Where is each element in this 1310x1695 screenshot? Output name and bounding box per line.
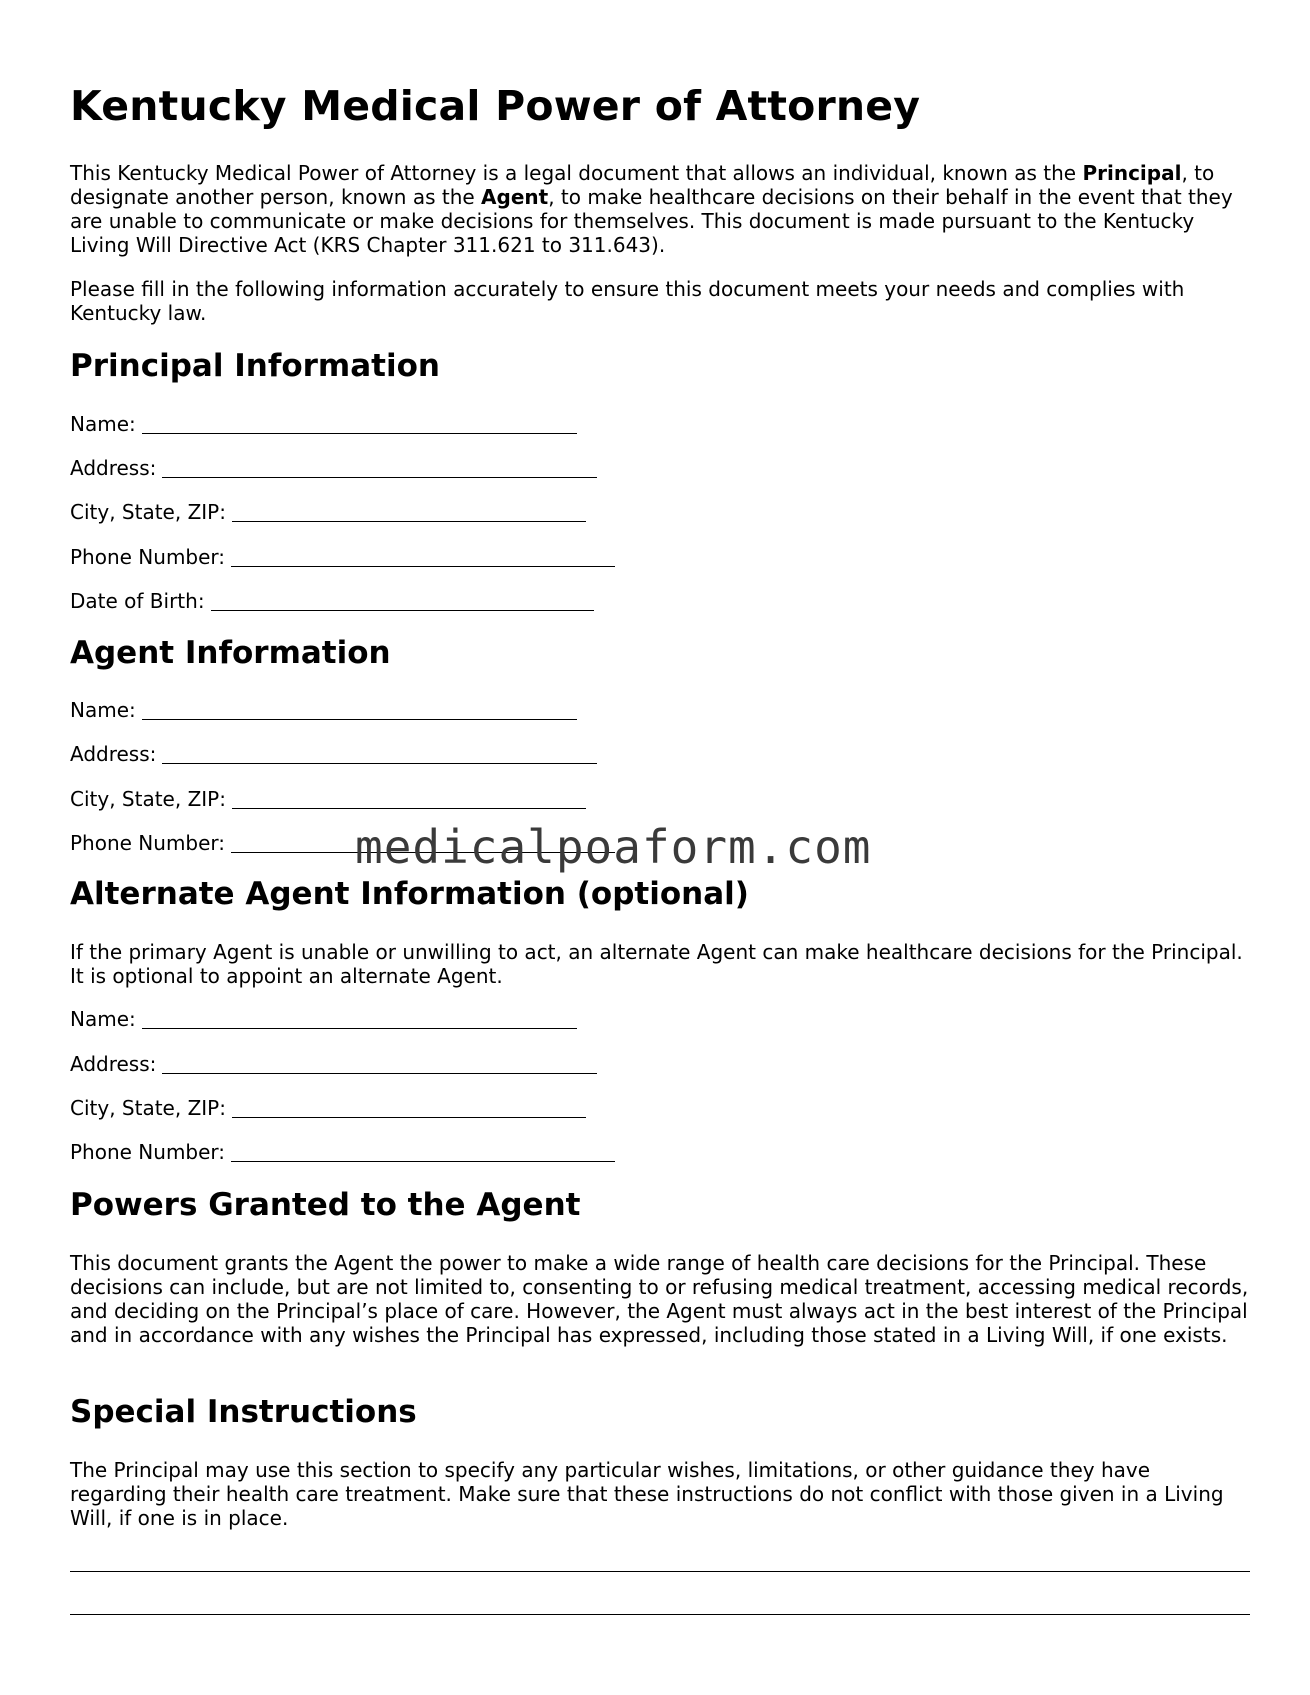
field-label: Phone Number: xyxy=(70,545,226,569)
alternate-phone-field[interactable] xyxy=(70,1140,615,1164)
principal-name-field[interactable] xyxy=(70,412,577,436)
principal-address-line[interactable] xyxy=(162,459,597,478)
alternate-address-field[interactable] xyxy=(70,1052,597,1076)
alternate-name-line[interactable] xyxy=(142,1010,577,1029)
agent-address-line[interactable] xyxy=(162,745,597,764)
alternate-city-line[interactable] xyxy=(232,1099,586,1118)
field-label: Name: xyxy=(70,698,136,722)
principal-phone-line[interactable] xyxy=(231,548,615,567)
principal-dob-field[interactable] xyxy=(70,589,594,613)
field-label: Phone Number: xyxy=(70,1140,226,1164)
principal-city-line[interactable] xyxy=(232,503,586,522)
special-heading: Special Instructions xyxy=(70,1394,417,1430)
agent-city-field[interactable] xyxy=(70,787,586,811)
special-instructions-line-2[interactable] xyxy=(70,1614,1250,1615)
field-label: Name: xyxy=(70,412,136,436)
field-label: Address: xyxy=(70,456,157,480)
agent-heading: Agent Information xyxy=(70,635,391,671)
field-label: City, State, ZIP: xyxy=(70,1096,226,1120)
principal-name-line[interactable] xyxy=(142,415,577,434)
special-instructions-line-1[interactable] xyxy=(70,1571,1250,1572)
agent-name-line[interactable] xyxy=(142,701,577,720)
powers-text: This document grants the Agent the power to make a wide range of health care decisions for the Principal. These decisions can include, but are not limited to, consenting to or refusing medical treatment, accessing medical records, and deciding on the Principal’s place of care. However, the Agent must always act in the best interest of the Principal and in accordance with any wishes the Principal has expressed, including those stated in a Living Will, if one exists. xyxy=(70,1251,1249,1347)
field-label: Date of Birth: xyxy=(70,589,205,613)
principal-city-field[interactable] xyxy=(70,500,586,524)
principal-dob-line[interactable] xyxy=(211,592,594,611)
agent-name-field[interactable] xyxy=(70,698,577,722)
principal-heading: Principal Information xyxy=(70,348,440,384)
watermark-text: medicalpoaform.com xyxy=(355,820,872,874)
field-label: Address: xyxy=(70,742,157,766)
field-label: City, State, ZIP: xyxy=(70,500,226,524)
alternate-name-field[interactable] xyxy=(70,1007,577,1031)
instructions-paragraph: Please fill in the following information accurately to ensure this document meets your needs and complies with Kentucky law. xyxy=(70,277,1185,325)
principal-term: Principal xyxy=(1082,161,1182,185)
alternate-phone-line[interactable] xyxy=(231,1143,615,1162)
powers-heading: Powers Granted to the Agent xyxy=(70,1187,581,1223)
alternate-heading: Alternate Agent Information (optional) xyxy=(70,876,749,912)
agent-address-field[interactable] xyxy=(70,742,597,766)
principal-phone-field[interactable] xyxy=(70,545,615,569)
field-label: Address: xyxy=(70,1052,157,1076)
agent-city-line[interactable] xyxy=(232,790,586,809)
field-label: Phone Number: xyxy=(70,831,226,855)
special-text: The Principal may use this section to specify any particular wishes, limitations, or other guidance they have regarding their health care treatment. Make sure that these instructions do not conflict with those given in a Living Will, if one is in place. xyxy=(70,1458,1224,1530)
principal-address-field[interactable] xyxy=(70,456,597,480)
field-label: City, State, ZIP: xyxy=(70,787,226,811)
alternate-address-line[interactable] xyxy=(162,1055,597,1074)
agent-term: Agent xyxy=(481,185,549,209)
intro-paragraph: This Kentucky Medical Power of Attorney is a legal document that allows an individual, known as the Principal, to designate another person, known as the Agent, to make healthcare decisions on their behalf in the event that they are unable to communicate or make decisions for themselves. This document is made pursuant to the Kentucky Living Will Directive Act (KRS Chapter 311.621 to 311.643). xyxy=(70,161,1233,257)
alternate-city-field[interactable] xyxy=(70,1096,586,1120)
document-title: Kentucky Medical Power of Attorney xyxy=(70,82,921,130)
alternate-description: If the primary Agent is unable or unwilling to act, an alternate Agent can make healthcare decisions for the Principal. It is optional to appoint an alternate Agent. xyxy=(70,940,1243,988)
field-label: Name: xyxy=(70,1007,136,1031)
